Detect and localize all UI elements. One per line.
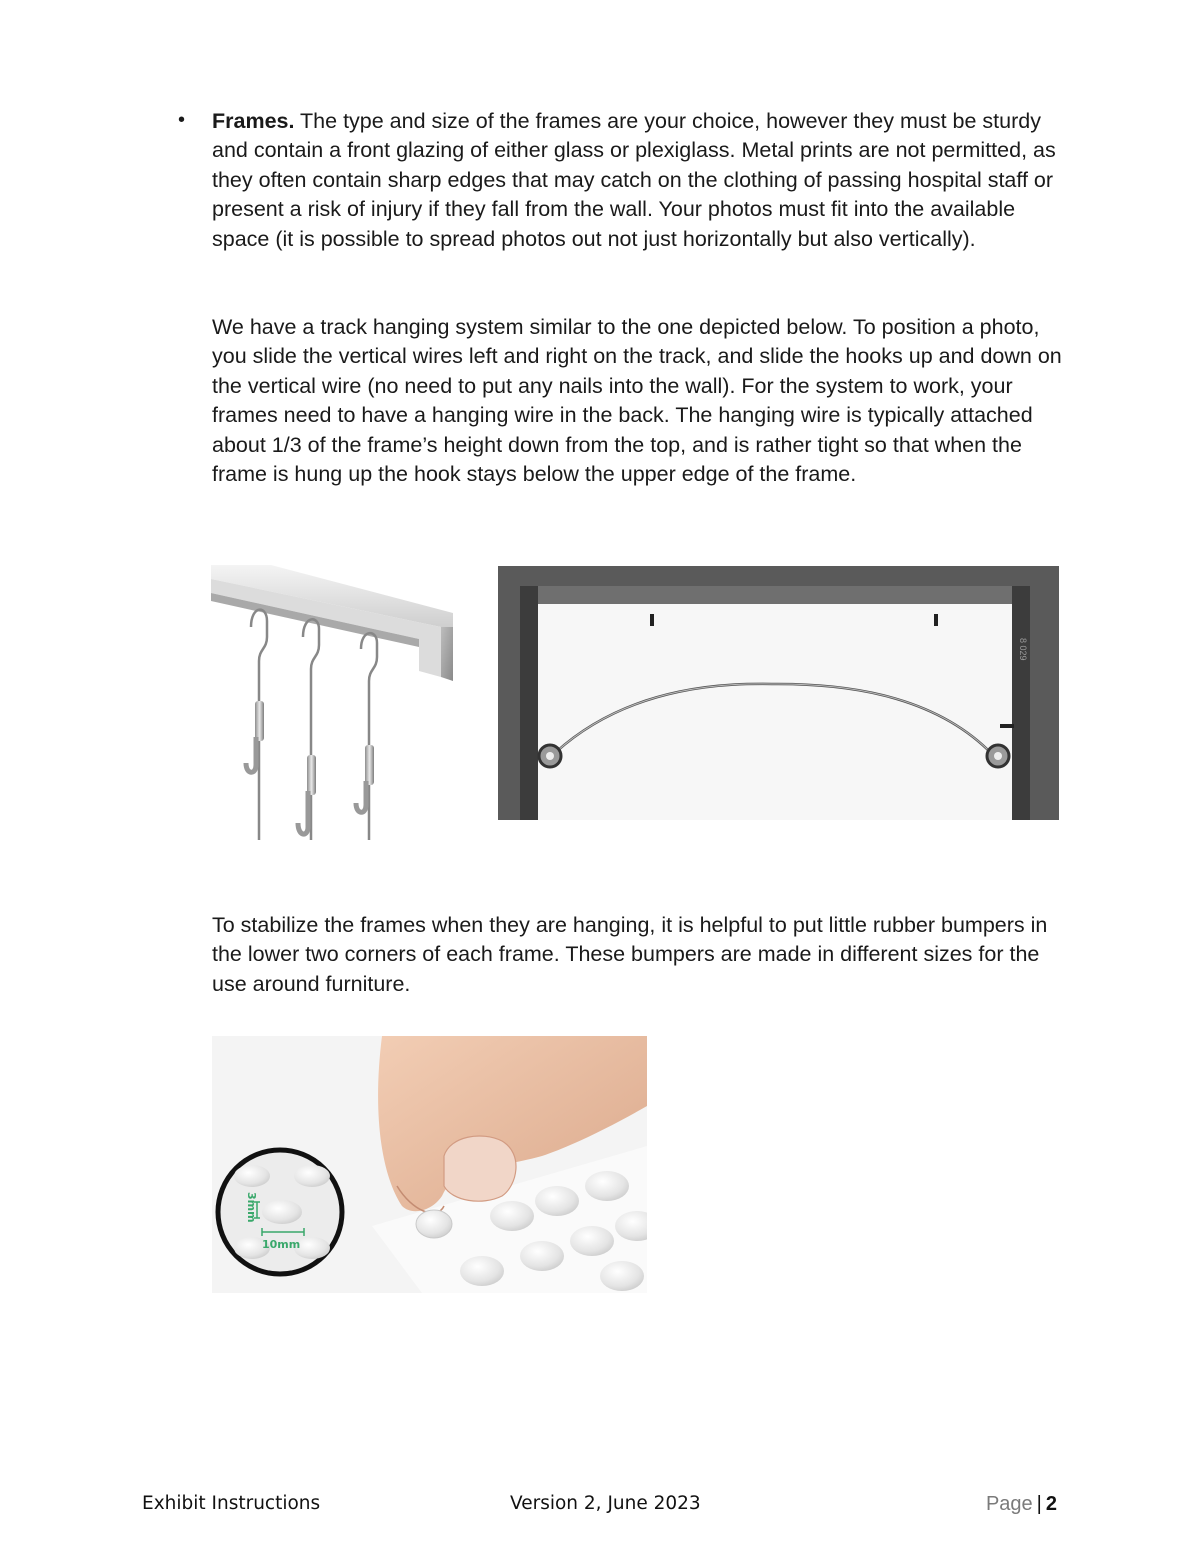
- page-separator: |: [1036, 1493, 1042, 1515]
- bumpers-paragraph: To stabilize the frames when they are hanging, it is helpful to put little rubber bumpers in the lower two corners of each frame. These bumpers are made in different sizes for the use around furniture.: [212, 913, 1048, 996]
- frames-heading: Frames.: [212, 109, 295, 133]
- frame-back-hanging-wire-image: [498, 566, 1059, 820]
- frames-paragraph: [212, 107, 1062, 254]
- track-hanging-system-image: [211, 565, 453, 840]
- track-system-paragraph: We have a track hanging system similar to the one depicted below. To position a photo, you slide the vertical wires left and right on the track, and slide the hooks up and down on the vertical wire (no need to put any nails into the wall). For the system to work, your frames need to have a hanging wire in the back. The hanging wire is typically attached about 1/3 of the frame’s height down from the top, and is rather tight so that when the frame is hung up the hook stays below the upper edge of the frame.: [212, 315, 1062, 487]
- frame-stamp-label: 8 029: [1018, 638, 1028, 661]
- bullet-marker: •: [178, 109, 186, 131]
- page-word: Page: [985, 1493, 1033, 1515]
- bumper-height-label: 3mm: [245, 1192, 258, 1223]
- page-number: 2: [1045, 1493, 1057, 1515]
- footer-document-title: Exhibit Instructions: [142, 1493, 321, 1514]
- footer-page-number: [986, 1493, 1057, 1516]
- frames-intro-text: The type and size of the frames are your choice, however they must be sturdy and contain a front glazing of either glass or plexiglass. Metal prints are not permitted, as they often contain sharp edges that may catch on the clothing of passing hospital staff or present a risk of injury if they fall from the wall. Your photos must fit into the available space (it is possible to spread photos out not just horizontally but also vertically).: [212, 109, 1056, 251]
- rubber-bumpers-image: [212, 1036, 647, 1293]
- bumper-width-label: 10mm: [262, 1238, 301, 1251]
- footer-version: Version 2, June 2023: [510, 1493, 701, 1514]
